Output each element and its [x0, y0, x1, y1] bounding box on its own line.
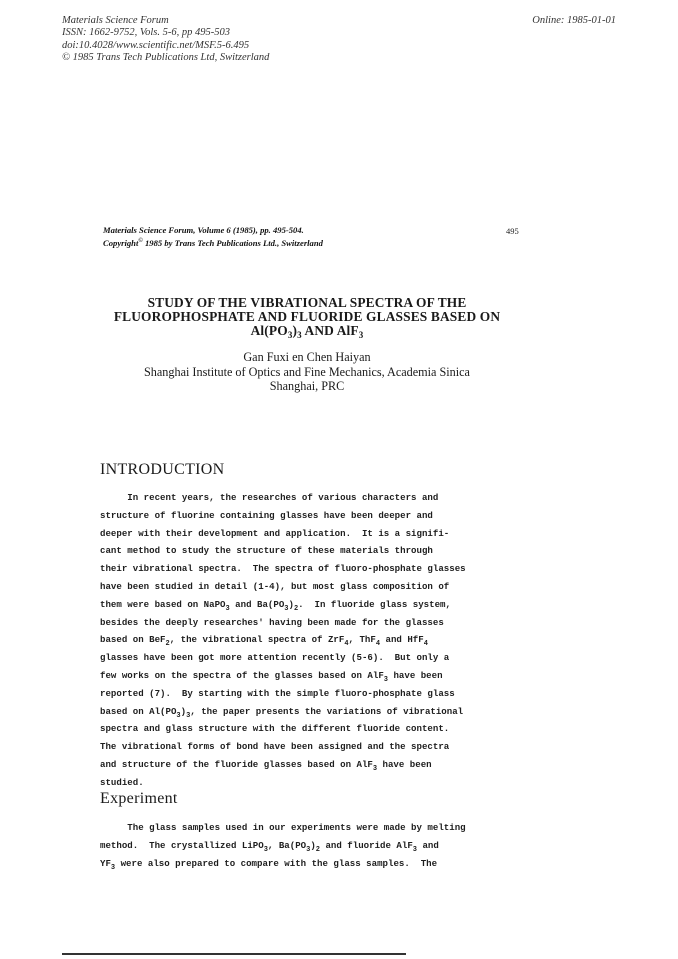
author-names: Gan Fuxi en Chen Haiyan: [243, 350, 371, 364]
journal-citation: [103, 225, 323, 249]
meta-line-issn: ISSN: 1662-9752, Vols. 5-6, pp 495-503: [62, 27, 230, 39]
meta-line-doi[interactable]: doi:10.4028/www.scientific.net/MSF.5-6.495: [62, 39, 250, 51]
text-run: were also prepared to compare with the glass samples. The: [115, 857, 438, 869]
title-line-2: FLUOROPHOSPHATE AND FLUORIDE GLASSES BASED ON: [113, 309, 501, 325]
text-line: [100, 614, 466, 632]
text-run: their vibrational spectra. The spectra of fluoro-phosphate glasses: [100, 563, 466, 575]
text-line: [100, 596, 466, 614]
text-run: In recent years, the researches of various characters and: [100, 492, 439, 503]
title-subscript: 3: [358, 330, 364, 341]
text-run: The vibrational forms of bond have been assigned and the spectra: [100, 741, 450, 753]
text-run: , the vibrational spectra of ZrF: [169, 634, 345, 646]
text-run: method. The crystallized LiPO: [100, 839, 264, 851]
text-line: [100, 649, 466, 667]
copyright-symbol: ©: [138, 238, 143, 244]
text-run: ): [310, 839, 316, 851]
subscript: 3: [372, 764, 378, 773]
text-run: few works on the spectra of the glasses based on AlF: [100, 669, 384, 681]
subscript: 3: [225, 604, 230, 613]
text-run: besides the deeply researches' having been made for the glasses: [100, 616, 444, 628]
text-run: based on BeF: [100, 634, 166, 646]
text-line: [100, 720, 466, 738]
text-run: , ThF: [348, 634, 376, 646]
copyright-line: [103, 236, 323, 249]
experiment-body: [100, 819, 466, 872]
text-run: The glass samples used in our experiments were made by melting: [100, 822, 466, 833]
subscript: 3: [263, 845, 268, 854]
title-line-1: STUDY OF THE VIBRATIONAL SPECTRA OF THE: [147, 295, 467, 310]
meta-line-journal: Materials Science Forum: [62, 15, 169, 26]
text-run: cant method to study the structure of these materials through: [100, 545, 433, 557]
text-run: . In fluoride glass system,: [298, 598, 451, 610]
author-affiliation: Shanghai Institute of Optics and Fine Mechanics, Academia Sinica: [144, 364, 470, 379]
text-run: glasses have been got more attention recently (5-6). But only a: [100, 652, 450, 664]
subscript: 3: [186, 711, 191, 720]
experiment-heading: Experiment: [100, 790, 178, 807]
subscript: 4: [344, 640, 349, 649]
text-run: them were based on NaPO: [100, 598, 226, 610]
text-run: and fluoride AlF: [320, 839, 413, 851]
publication-metadata: [62, 15, 269, 65]
text-line: [100, 756, 466, 774]
text-run: , the paper presents the variations of vibrational: [190, 705, 464, 717]
subscript: 3: [306, 845, 311, 854]
subscript: 3: [176, 711, 181, 720]
text-run: and structure of the fluoride glasses based on AlF: [100, 758, 373, 770]
text-line: [100, 489, 466, 507]
subscript: 3: [383, 675, 388, 684]
text-line: [100, 525, 466, 543]
text-line: [100, 774, 466, 792]
text-run: deeper with their development and application. It is a signifi-: [100, 527, 450, 539]
text-line: [100, 703, 466, 721]
text-run: based on Al(PO: [100, 705, 177, 717]
subscript: 2: [293, 604, 299, 613]
subscript: 4: [423, 640, 428, 649]
journal-line: Materials Science Forum, Volume 6 (1985), pp. 495-504.: [103, 225, 304, 235]
text-run: have been: [377, 758, 432, 770]
text-run: and HfF: [380, 634, 424, 646]
subscript: 3: [284, 604, 289, 613]
text-run: studied.: [100, 776, 144, 788]
text-run: , Ba(PO: [267, 839, 307, 851]
meta-line-copyright: © 1985 Trans Tech Publications Ltd, Switzerland: [62, 52, 270, 64]
copyright-word: Copyright: [103, 237, 139, 248]
text-line: [100, 578, 466, 596]
text-run: have been studied in detail (1-4), but most glass composition of: [100, 580, 450, 592]
title-line-3: [100, 323, 514, 341]
title-part: AND AlF: [301, 323, 359, 339]
text-run: ): [180, 705, 187, 717]
author-block: [100, 350, 514, 394]
text-line: [100, 667, 466, 685]
text-run: YF: [100, 857, 111, 869]
text-line: [100, 507, 466, 525]
paper-title: [100, 296, 514, 339]
text-run: spectra and glass structure with the different fluoride content.: [100, 723, 450, 735]
online-date: Online: 1985-01-01: [532, 15, 616, 26]
title-subscript: 3: [287, 330, 293, 341]
text-run: and Ba(PO: [229, 598, 285, 610]
text-run: and: [416, 839, 439, 851]
text-line: [100, 560, 466, 578]
introduction-body: [100, 489, 466, 792]
text-line: [100, 542, 466, 560]
text-line: [100, 685, 466, 703]
subscript: 4: [375, 640, 381, 649]
title-part: ): [292, 323, 298, 339]
author-location: Shanghai, PRC: [269, 379, 345, 393]
text-run: structure of fluorine containing glasses have been deeper and: [100, 509, 433, 521]
page-number: 495: [506, 226, 519, 236]
text-run: have been: [387, 669, 443, 681]
title-part: Al(PO: [250, 323, 288, 339]
introduction-heading: INTRODUCTION: [100, 461, 225, 478]
subscript: 2: [315, 845, 320, 854]
subscript: 2: [165, 640, 170, 649]
text-line: [100, 631, 466, 649]
text-line: [100, 837, 466, 855]
subscript: 3: [110, 863, 116, 872]
title-subscript: 3: [297, 330, 302, 341]
text-line: [100, 738, 466, 756]
subscript: 3: [412, 845, 417, 854]
text-run: ): [288, 598, 294, 610]
text-run: reported (7). By starting with the simple fluoro-phosphate glass: [100, 687, 455, 699]
copyright-holder: 1985 by Trans Tech Publications Ltd., Switzerland: [142, 237, 323, 248]
text-line: [100, 819, 466, 837]
footer-rule: [62, 953, 406, 955]
text-line: [100, 855, 466, 873]
